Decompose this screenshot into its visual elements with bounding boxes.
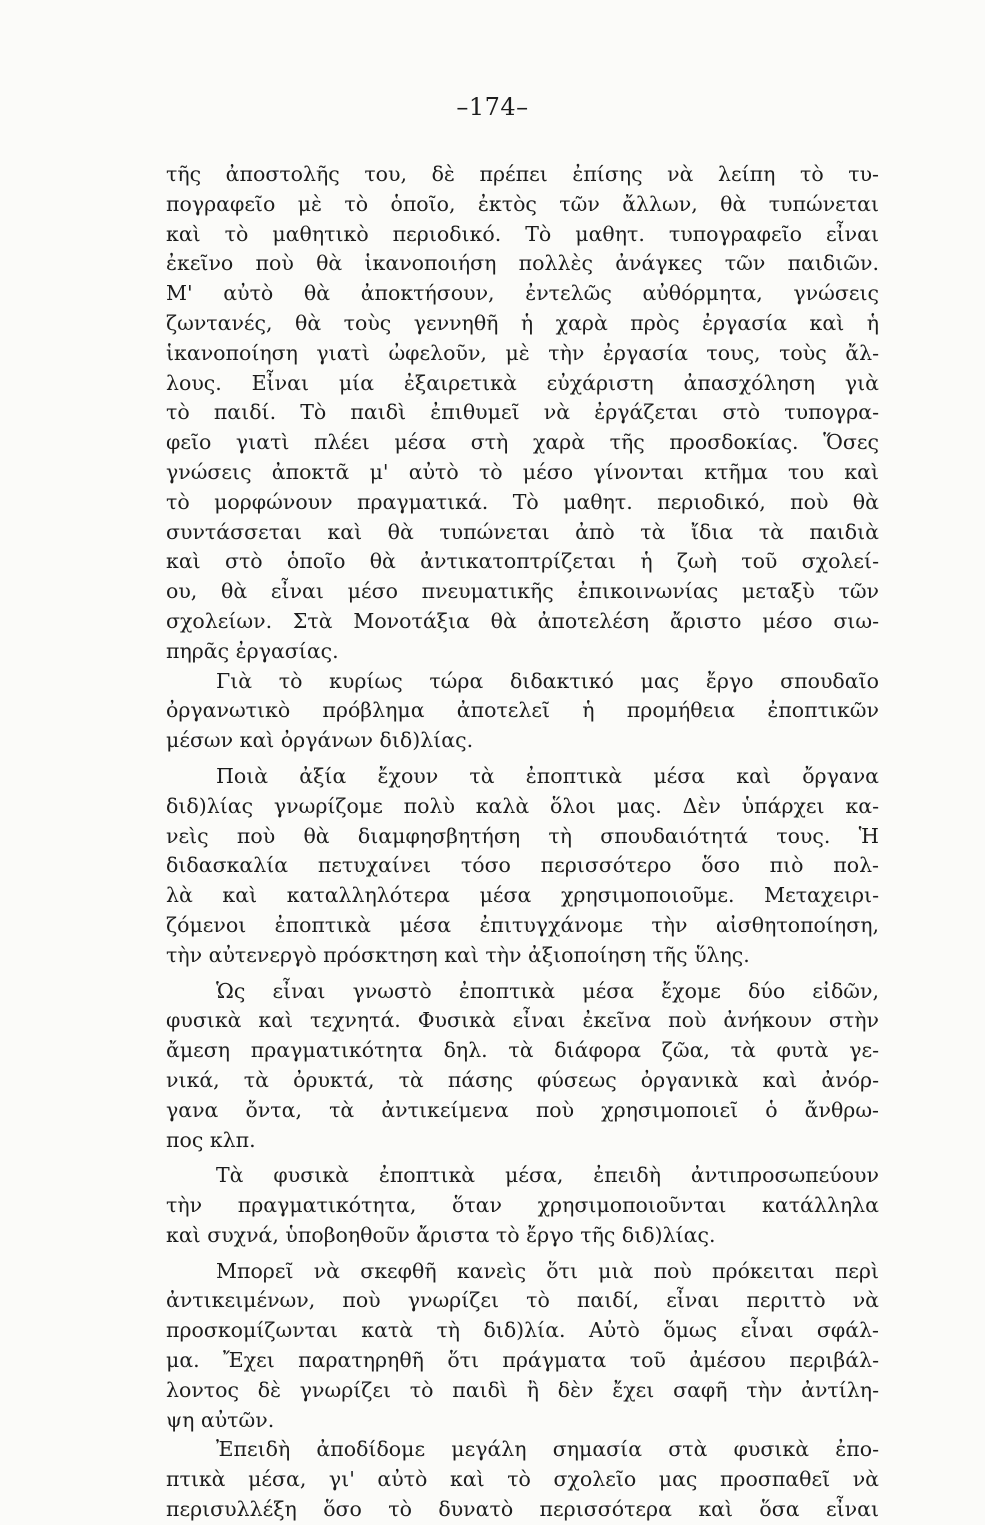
text-line: πογραφεῖο μὲ τὸ ὁποῖο, ἐκτὸς τῶν ἄλλων, θὰ τυπώνεται — [166, 191, 879, 216]
text-line: ἱκανοποίηση γιατὶ ὠφελοῦν, μὲ τὴν ἐργασία τους, τοὺς ἄλ- — [166, 340, 879, 365]
text-line: μα. Ἔχει παρατηρηθῆ ὅτι πράγματα τοῦ ἀμέσου περιβάλ- — [166, 1348, 879, 1373]
text-line: νικά, τὰ ὀρυκτά, τὰ πάσης φύσεως ὀργανικὰ καὶ ἀνόρ- — [166, 1067, 879, 1092]
text-line: τὴν αὐτενεργὸ πρόσκτηση καὶ τὴν ἀξιοποίηση τῆς ὕλης. — [166, 942, 750, 967]
text-line: τὸ παιδί. Τὸ παιδὶ ἐπιθυμεῖ νὰ ἐργάζεται στὸ τυπογρα- — [166, 400, 879, 425]
text-line: τὸ μορφώνουν πραγματικά. Τὸ μαθητ. περιοδικό, ποὺ θὰ — [166, 489, 879, 514]
text-line: μέσων καὶ ὀργάνων διδ)λίας. — [166, 728, 474, 753]
text-line: Ποιὰ ἀξία ἔχουν τὰ ἐποπτικὰ μέσα καὶ ὄργανα — [216, 763, 879, 788]
text-line: ἐκεῖνο ποὺ θὰ ἱκανοποιήση πολλὲς ἀνάγκες τῶν παιδιῶν. — [166, 251, 879, 276]
text-line: γνώσεις ἀποκτᾶ μ' αὐτὸ τὸ μέσο γίνονται κτῆμα του καὶ — [166, 459, 879, 484]
text-line: καὶ τὸ μαθητικὸ περιοδικό. Τὸ μαθητ. τυπογραφεῖο εἶναι — [166, 221, 879, 246]
text-line: καὶ συχνά, ὑποβοηθοῦν ἄριστα τὸ ἔργο τῆς διδ)λίας. — [166, 1222, 716, 1247]
text-line: γανα ὄντα, τὰ ἀντικείμενα ποὺ χρησιμοποιεῖ ὁ ἄνθρω- — [166, 1097, 879, 1122]
paragraph — [166, 1257, 879, 1436]
text-line: περισυλλέξη ὅσο τὸ δυνατὸ περισσότερα καὶ ὅσα εἶναι — [166, 1497, 879, 1522]
text-line: διδασκαλία πετυχαίνει τόσο περισσότερο ὅσο πιὸ πολ- — [166, 853, 879, 878]
text-line: νεὶς ποὺ θὰ διαμφησβητήση τὴ σπουδαιότητά τους. Ἡ — [166, 823, 879, 848]
page-number: –174– — [456, 93, 529, 121]
text-line: λοντος δὲ γνωρίζει τὸ παιδὶ ἢ δὲν ἔχει σαφῆ τὴν ἀντίλη- — [166, 1377, 879, 1402]
text-line: ἀντικειμένων, ποὺ γνωρίζει τὸ παιδί, εἶναι περιττὸ νὰ — [166, 1288, 879, 1313]
text-line: πτικὰ μέσα, γι' αὐτὸ καὶ τὸ σχολεῖο μας προσπαθεῖ νὰ — [166, 1467, 879, 1492]
text-line: λους. Εἶναι μία ἐξαιρετικὰ εὐχάριστη ἀπασχόληση γιὰ — [166, 370, 879, 395]
text-line: ὀργανωτικὸ πρόβλημα ἀποτελεῖ ἡ προμήθεια ἐποπτικῶν — [166, 698, 879, 723]
text-line: ου, θὰ εἶναι μέσο πνευματικῆς ἐπικοινωνίας μεταξὺ τῶν — [166, 579, 879, 604]
text-line: Μπορεῖ νὰ σκεφθῆ κανεὶς ὅτι μιὰ ποὺ πρόκειται περὶ — [216, 1258, 879, 1283]
paragraph — [166, 160, 879, 667]
text-line: λὰ καὶ καταλληλότερα μέσα χρησιμοποιοῦμε. Μεταχειρι- — [166, 883, 879, 908]
text-line: ἄμεση πραγματικότητα δηλ. τὰ διάφορα ζῶα, τὰ φυτὰ γε- — [166, 1038, 879, 1063]
text-line: Γιὰ τὸ κυρίως τώρα διδακτικό μας ἔργο σπουδαῖο — [216, 668, 879, 693]
text-line: προσκομίζωνται κατὰ τὴ διδ)λία. Αὐτὸ ὅμως εἶναι σφάλ- — [166, 1318, 879, 1343]
body-text — [166, 160, 879, 1525]
text-line: σχολείων. Στὰ Μονοτάξια θὰ ἀποτελέση ἄριστο μέσο σιω- — [166, 608, 879, 633]
paragraph — [166, 1161, 879, 1250]
text-line: ζόμενοι ἐποπτικὰ μέσα ἐπιτυγχάνομε τὴν αἰσθητοποίηση, — [166, 912, 879, 937]
paragraph — [166, 977, 879, 1156]
text-line: πηρᾶς ἐργασίας. — [166, 638, 339, 663]
text-line: φυσικὰ καὶ τεχνητά. Φυσικὰ εἶναι ἐκεῖνα ποὺ ἀνήκουν στὴν — [166, 1008, 879, 1033]
text-line: συντάσσεται καὶ θὰ τυπώνεται ἀπὸ τὰ ἴδια τὰ παιδιὰ — [166, 519, 879, 544]
text-line: τὴν πραγματικότητα, ὅταν χρησιμοποιοῦνται κατάλληλα — [166, 1193, 879, 1218]
paragraph — [166, 1435, 879, 1524]
paragraph — [166, 667, 879, 756]
text-line: διδ)λίας γνωρίζομε πολὺ καλὰ ὅλοι μας. Δὲν ὑπάρχει κα- — [166, 793, 879, 818]
text-line: Μ' αὐτὸ θὰ ἀποκτήσουν, ἐντελῶς αὐθόρμητα, γνώσεις — [166, 281, 879, 306]
text-line: φεῖο γιατὶ πλέει μέσα στὴ χαρὰ τῆς προσδοκίας. Ὅσες — [166, 430, 879, 455]
text-line: Ὡς εἶναι γνωστὸ ἐποπτικὰ μέσα ἔχομε δύο εἰδῶν, — [216, 978, 879, 1003]
text-line: Τὰ φυσικὰ ἐποπτικὰ μέσα, ἐπειδὴ ἀντιπροσωπεύουν — [216, 1163, 879, 1188]
text-line: καὶ στὸ ὁποῖο θὰ ἀντικατοπτρίζεται ἡ ζωὴ τοῦ σχολεί- — [166, 549, 879, 574]
text-line: ψη αὐτῶν. — [166, 1407, 275, 1432]
text-line: Ἐπειδὴ ἀποδίδομε μεγάλη σημασία στὰ φυσικὰ ἐπο- — [216, 1437, 879, 1462]
text-line: ζωντανές, θὰ τοὺς γεννηθῆ ἡ χαρὰ πρὸς ἐργασία καὶ ἡ — [166, 310, 879, 335]
text-line: τῆς ἀποστολῆς του, δὲ πρέπει ἐπίσης νὰ λείπη τὸ τυ- — [166, 162, 879, 186]
paragraph — [166, 762, 879, 971]
text-line: πος κλπ. — [166, 1127, 256, 1152]
